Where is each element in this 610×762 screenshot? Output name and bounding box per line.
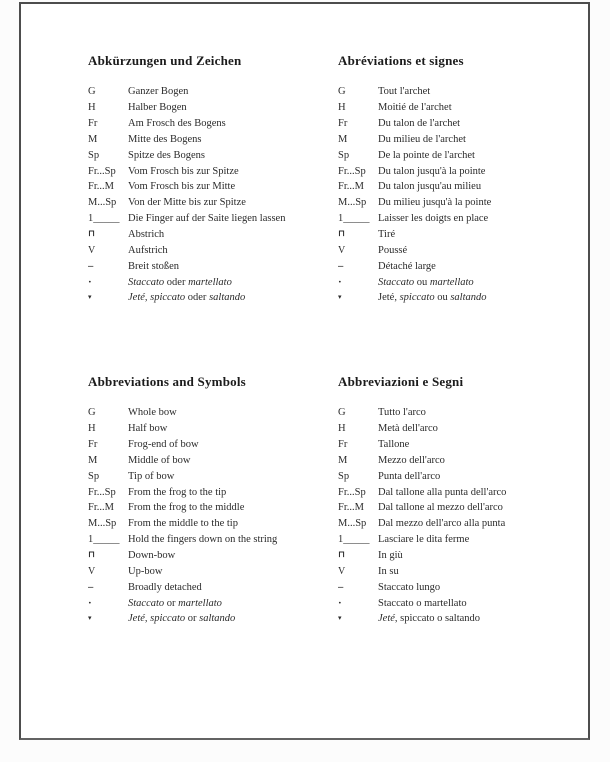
abbreviation-row: [88, 100, 340, 116]
abbreviation-description: Poussé: [378, 244, 408, 256]
down-bow-icon: ⊓: [88, 229, 96, 240]
abbreviation-M-Sp: M...Sp: [338, 518, 367, 530]
abbreviation-row: [338, 500, 590, 516]
abbreviation-M-Sp: M...Sp: [88, 197, 117, 209]
abbreviation-description: Staccato o martellato: [378, 597, 467, 609]
abbreviation-description: De la pointe de l'archet: [378, 149, 475, 161]
abbreviation-Fr-Sp: Fr...Sp: [338, 165, 366, 177]
abbreviation-description: In su: [378, 565, 399, 577]
abbreviation-description: From the middle to the tip: [128, 518, 238, 530]
abbreviation-list: [88, 405, 340, 627]
abbreviation-row: [88, 484, 340, 500]
abbreviation-description: Broadly detached: [128, 581, 202, 593]
abbreviation-row: [338, 421, 590, 437]
abbreviation-Fr-M: Fr...M: [338, 181, 364, 193]
abbreviation-Sp: Sp: [338, 470, 350, 482]
hold-fingers-symbol: 1_____: [338, 213, 370, 225]
abbreviation-description: Jeté, spiccato oder saltando: [128, 292, 246, 304]
abbreviation-row: [338, 274, 590, 290]
abbreviation-row: [88, 611, 340, 627]
abbreviation-description: Tiré: [378, 229, 396, 241]
abbreviation-description: Abstrich: [128, 229, 165, 241]
abbreviation-M: M: [88, 454, 98, 466]
abbreviation-description: Staccato or martellato: [128, 597, 222, 609]
section-german: [88, 53, 340, 306]
abbreviation-description: Jeté, spiccato o saltando: [378, 613, 481, 625]
abbreviation-list: [338, 84, 590, 306]
abbreviation-row: [338, 468, 590, 484]
up-bow-icon: V: [338, 244, 346, 256]
abbreviation-description: Von der Mitte bis zur Spitze: [128, 197, 246, 209]
abbreviation-Fr: Fr: [338, 118, 348, 130]
detache-dash-icon: –: [88, 260, 94, 272]
abbreviation-Sp: Sp: [88, 149, 100, 161]
abbreviation-description: Vom Frosch bis zur Mitte: [128, 181, 236, 193]
abbreviation-row: [338, 405, 590, 421]
detache-dash-icon: –: [88, 581, 94, 593]
abbreviation-description: Mitte des Bogens: [128, 133, 202, 145]
abbreviation-description: Dal tallone alla punta dell'arco: [378, 486, 507, 498]
detache-dash-icon: –: [338, 260, 344, 272]
abbreviation-description: Laisser les doigts en place: [378, 213, 489, 225]
abbreviation-row: [88, 468, 340, 484]
abbreviation-G: G: [338, 407, 346, 419]
abbreviation-row: [338, 548, 590, 564]
abbreviation-Fr-M: Fr...M: [338, 502, 364, 514]
abbreviation-Sp: Sp: [88, 470, 100, 482]
abbreviation-row: [88, 179, 340, 195]
abbreviation-row: [88, 290, 340, 306]
staccato-dot-icon: ·: [338, 275, 342, 288]
abbreviation-description: Staccato ou martellato: [378, 276, 474, 288]
abbreviation-description: Spitze des Bogens: [128, 149, 205, 161]
abbreviation-description: Moitié de l'archet: [378, 102, 452, 114]
abbreviation-description: Lasciare le dita ferme: [378, 534, 470, 546]
abbreviation-Sp: Sp: [338, 149, 350, 161]
hold-fingers-symbol: 1_____: [88, 213, 120, 225]
abbreviation-description: Tip of bow: [128, 470, 175, 482]
jete-wedge-icon: ▾: [88, 293, 92, 302]
staccato-dot-icon: ·: [88, 596, 92, 609]
abbreviation-description: Vom Frosch bis zur Spitze: [128, 165, 239, 177]
abbreviation-description: Détaché large: [378, 260, 436, 272]
abbreviation-row: [88, 437, 340, 453]
abbreviation-row: [338, 579, 590, 595]
abbreviation-G: G: [88, 86, 96, 98]
abbreviation-row: [88, 227, 340, 243]
abbreviation-row: [88, 84, 340, 100]
abbreviation-description: Tout l'archet: [378, 86, 431, 98]
abbreviation-description: Am Frosch des Bogens: [128, 118, 226, 130]
abbreviation-row: [338, 563, 590, 579]
abbreviation-description: Dal mezzo dell'arco alla punta: [378, 518, 506, 530]
staccato-dot-icon: ·: [338, 596, 342, 609]
abbreviation-G: G: [338, 86, 346, 98]
abbreviation-M: M: [338, 133, 348, 145]
staccato-dot-icon: ·: [88, 275, 92, 288]
abbreviation-row: [338, 258, 590, 274]
abbreviation-description: Jeté, spiccato ou saltando: [378, 292, 487, 304]
abbreviation-description: Hold the fingers down on the string: [128, 534, 278, 546]
abbreviation-description: Tutto l'arco: [378, 407, 426, 419]
abbreviation-row: [88, 132, 340, 148]
section-title: Abbreviazioni e Segni: [338, 374, 464, 389]
abbreviation-description: Du talon jusqu'au milieu: [378, 181, 482, 193]
abbreviation-Fr-M: Fr...M: [88, 502, 114, 514]
abbreviation-row: [88, 453, 340, 469]
abbreviation-row: [88, 579, 340, 595]
abbreviation-description: Up-bow: [128, 565, 163, 577]
abbreviation-M-Sp: M...Sp: [88, 518, 117, 530]
abbreviation-description: Halber Bogen: [128, 102, 187, 114]
jete-wedge-icon: ▾: [338, 293, 342, 302]
abbreviation-description: Du talon de l'archet: [378, 118, 461, 130]
abbreviation-list: [88, 84, 340, 306]
abbreviation-description: Jeté, spiccato or saltando: [128, 613, 236, 625]
abbreviation-row: [338, 484, 590, 500]
up-bow-icon: V: [88, 565, 96, 577]
abbreviation-row: [88, 274, 340, 290]
abbreviation-row: [338, 242, 590, 258]
abbreviation-row: [338, 211, 590, 227]
abbreviation-description: Tallone: [378, 439, 410, 451]
abbreviation-description: Middle of bow: [128, 454, 191, 466]
abbreviation-row: [338, 100, 590, 116]
jete-wedge-icon: ▾: [338, 614, 342, 623]
abbreviation-description: In giù: [378, 550, 403, 562]
abbreviation-H: H: [338, 102, 346, 114]
abbreviation-description: Whole bow: [128, 407, 177, 419]
abbreviation-row: [88, 563, 340, 579]
abbreviation-row: [88, 195, 340, 211]
abbreviation-row: [88, 595, 340, 611]
abbreviation-H: H: [88, 102, 96, 114]
abbreviation-Fr-Sp: Fr...Sp: [88, 486, 116, 498]
abbreviation-row: [88, 500, 340, 516]
abbreviation-row: [338, 437, 590, 453]
abbreviation-description: From the frog to the tip: [128, 486, 227, 498]
abbreviation-row: [338, 195, 590, 211]
abbreviation-row: [338, 595, 590, 611]
hold-fingers-symbol: 1_____: [88, 534, 120, 546]
abbreviation-description: Die Finger auf der Saite liegen lassen: [128, 213, 286, 225]
up-bow-icon: V: [338, 565, 346, 577]
scanned-page: [19, 2, 590, 740]
hold-fingers-symbol: 1_____: [338, 534, 370, 546]
abbreviation-row: [338, 163, 590, 179]
abbreviation-description: Dal tallone al mezzo dell'arco: [378, 502, 503, 514]
abbreviation-description: From the frog to the middle: [128, 502, 245, 514]
abbreviation-row: [338, 516, 590, 532]
up-bow-icon: V: [88, 244, 96, 256]
abbreviation-row: [338, 227, 590, 243]
abbreviation-M: M: [338, 454, 348, 466]
abbreviation-row: [338, 532, 590, 548]
section-italian: [338, 374, 590, 627]
abbreviation-description: Du milieu jusqu'à la pointe: [378, 197, 492, 209]
abbreviation-row: [88, 242, 340, 258]
abbreviation-row: [338, 179, 590, 195]
abbreviation-description: Breit stoßen: [128, 260, 180, 272]
abbreviation-Fr: Fr: [338, 439, 348, 451]
abbreviation-G: G: [88, 407, 96, 419]
section-title: Abréviations et signes: [338, 53, 464, 68]
abbreviation-Fr-Sp: Fr...Sp: [88, 165, 116, 177]
abbreviation-row: [338, 611, 590, 627]
abbreviation-description: Punta dell'arco: [378, 470, 441, 482]
down-bow-icon: ⊓: [338, 550, 346, 561]
abbreviation-description: Metà dell'arco: [378, 423, 438, 435]
abbreviation-description: Aufstrich: [128, 244, 168, 256]
abbreviation-row: [338, 453, 590, 469]
abbreviation-Fr-M: Fr...M: [88, 181, 114, 193]
abbreviation-list: [338, 405, 590, 627]
abbreviation-row: [88, 258, 340, 274]
abbreviation-row: [88, 116, 340, 132]
abbreviation-row: [88, 548, 340, 564]
section-english: [88, 374, 340, 627]
abbreviation-description: Du milieu de l'archet: [378, 133, 466, 145]
abbreviation-row: [88, 405, 340, 421]
abbreviation-description: Mezzo dell'arco: [378, 454, 445, 466]
section-title: Abkürzungen und Zeichen: [88, 53, 242, 68]
abbreviation-row: [88, 211, 340, 227]
abbreviation-H: H: [88, 423, 96, 435]
down-bow-icon: ⊓: [88, 550, 96, 561]
abbreviation-description: Down-bow: [128, 550, 176, 562]
section-title: Abbreviations and Symbols: [88, 374, 246, 389]
abbreviation-Fr: Fr: [88, 118, 98, 130]
abbreviation-row: [88, 147, 340, 163]
abbreviation-M-Sp: M...Sp: [338, 197, 367, 209]
abbreviation-row: [88, 421, 340, 437]
abbreviation-Fr: Fr: [88, 439, 98, 451]
down-bow-icon: ⊓: [338, 229, 346, 240]
section-french: [338, 53, 590, 306]
abbreviation-row: [338, 290, 590, 306]
abbreviation-row: [88, 163, 340, 179]
abbreviation-row: [88, 532, 340, 548]
abbreviation-description: Staccato lungo: [378, 581, 441, 593]
abbreviation-row: [338, 132, 590, 148]
abbreviation-row: [338, 116, 590, 132]
abbreviation-row: [338, 84, 590, 100]
abbreviation-row: [88, 516, 340, 532]
jete-wedge-icon: ▾: [88, 614, 92, 623]
abbreviation-description: Ganzer Bogen: [128, 86, 189, 98]
abbreviation-Fr-Sp: Fr...Sp: [338, 486, 366, 498]
abbreviation-M: M: [88, 133, 98, 145]
abbreviation-row: [338, 147, 590, 163]
abbreviation-description: Frog-end of bow: [128, 439, 199, 451]
abbreviation-description: Half bow: [128, 423, 168, 435]
detache-dash-icon: –: [338, 581, 344, 593]
abbreviation-H: H: [338, 423, 346, 435]
abbreviation-description: Du talon jusqu'à la pointe: [378, 165, 486, 177]
abbreviation-description: Staccato oder martellato: [128, 276, 232, 288]
